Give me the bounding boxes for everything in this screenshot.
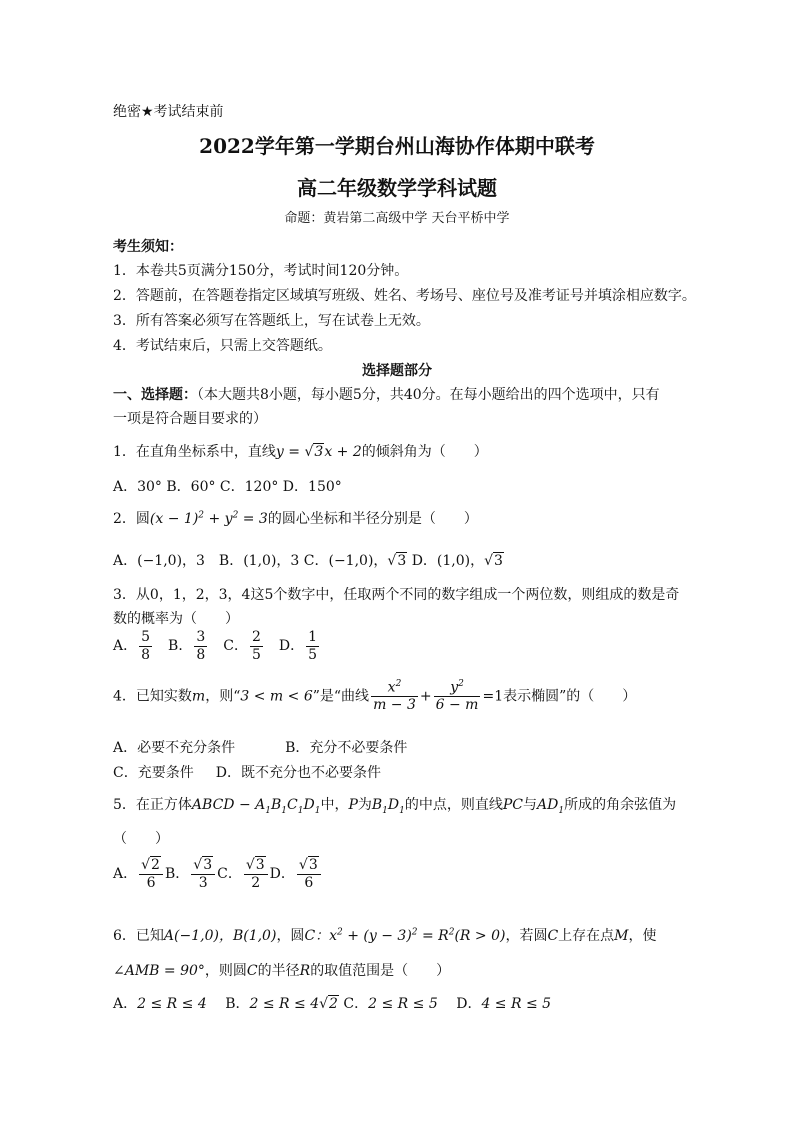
question-4-options-2: C．充要条件 D．既不充分也不必要条件: [113, 765, 381, 781]
question-6-options: A．2 ≤ R ≤ 4 B．2 ≤ R ≤ 4√2 C．2 ≤ R ≤ 5 D．4 ≤ R ≤ 5: [113, 996, 552, 1012]
notice-item-3: 3．所有答案必须写在答题纸上，写在试卷上无效。: [113, 313, 430, 329]
question-4-options-1: A．必要不充分条件 B．充分不必要条件: [113, 740, 408, 756]
question-1: 1．在直角坐标系中，直线y = √3x + 2的倾斜角为（ ）: [113, 444, 488, 460]
authors-line: 命题：黄岩第二高级中学 天台平桥中学: [284, 211, 510, 226]
question-5: 5．在正方体ABCD − $A_1B_1C_1D_1$中，P为$B_1D_1$的中点，则直线PC与$AD_1$所成的角余弦值为: [113, 797, 677, 816]
question-5-options: A． $\frac{√2}{6}$ B． $\frac{√3}{3}$ C． $\frac{√3}{2}$ D． $\frac{√3}{6}$: [113, 858, 323, 890]
question-2: 2．圆$(x - 1)^2 + y^2 = 3$的圆心坐标和半径分别是（ ）: [113, 510, 478, 527]
question-1-options: A．30° B．60° C．120° D．150°: [113, 479, 342, 495]
q2-formula: $(x - 1)^2 + y^2 = 3$: [149, 510, 268, 527]
part1-heading-line: [113, 384, 660, 404]
question-6-line-2: ∠AMB = 90°，则圆C的半径R的取值范围是（ ）: [113, 963, 451, 979]
q1-formula: y = √3x + 2: [275, 444, 362, 460]
question-6: 6．已知A(−1,0)，B(1,0)，圆C：$x^2 + (y - 3)^2 = R^2(R > 0)$，若圆C上存在点M，使: [113, 927, 657, 944]
notice-item-4: 4．考试结束后，只需上交答题纸。: [113, 338, 332, 354]
question-4: 4．已知实数m，则“3 < m < 6”是“曲线 $\frac{x^2}{m - 3}$ + $\frac{y^2}{6 - m}$ =1表示椭圆”的（ ）: [113, 679, 637, 714]
exam-title: 2022学年第一学期台州山海协作体期中联考: [199, 134, 595, 158]
notice-item-1: 1．本卷共5页满分150分，考试时间120分钟。: [113, 263, 409, 279]
notice-heading: 考生须知：: [113, 239, 183, 255]
question-2-options: A．(−1,0)，3 B．(1,0)，3 C．(−1,0)，√3 D．(1,0)，√3: [113, 553, 503, 569]
exam-subtitle: 高二年级数学学科试题: [297, 176, 497, 200]
notice-item-2: 2．答题前，在答题卷指定区域填写班级、姓名、考场号、座位号及准考证号并填涂相应数字。: [113, 288, 696, 304]
confidential-header: 绝密★考试结束前: [113, 104, 224, 120]
part1-desc-1: （本大题共8小题，每小题5分，共40分。在每小题给出的四个选项中，只有: [197, 387, 660, 403]
section-title: 选择题部分: [362, 363, 432, 379]
question-5-line-2: （ ）: [113, 831, 169, 847]
question-3-line-2: 数的概率为（ ）: [113, 611, 239, 627]
question-3-line-1: 3．从0，1，2，3，4这5个数字中，任取两个不同的数字组成一个两位数，则组成的数是奇: [113, 587, 680, 603]
part1-heading: 一、选择题：: [113, 387, 197, 403]
question-3-options: A． $\frac{5}{8}$ B． $\frac{3}{8}$ C． $\frac{2}{5}$ D． $\frac{1}{5}$: [113, 629, 318, 663]
part1-desc-2: 一项是符合题目要求的）: [113, 411, 267, 427]
